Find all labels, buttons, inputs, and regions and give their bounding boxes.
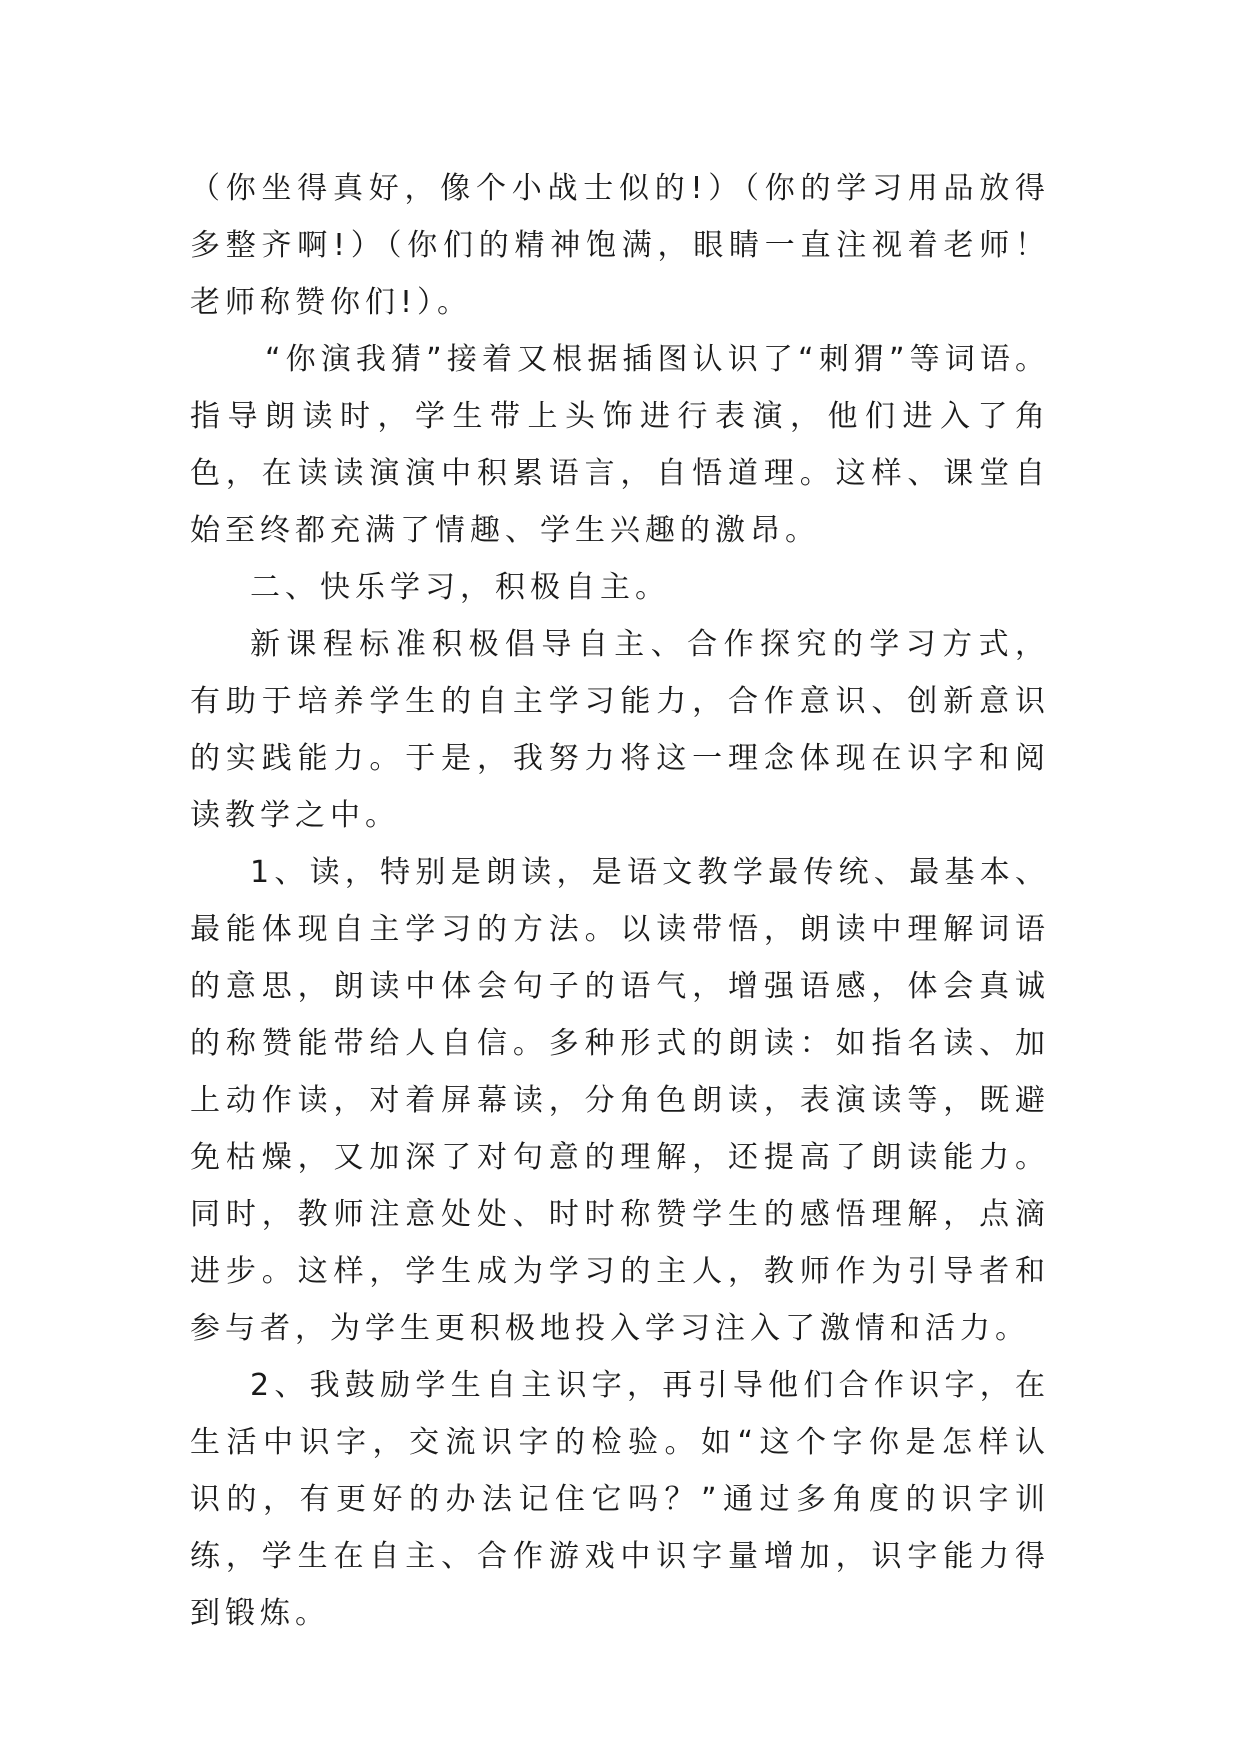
- paragraph-praise-quotes: （你坐得真好，像个小战士似的!）（你的学习用品放得多整齐啊!）（你们的精神饱满，眼睛一直注视着老师！老师称赞你们!）。: [190, 171, 1050, 320]
- paragraph-self-literacy: 2、我鼓励学生自主识字，再引导他们合作识字，在生活中识字，交流识字的检验。如“这个字你是怎样认识的，有更好的办法记住它吗？”通过多角度的识字训练，学生在自主、合作游戏中识字量增加，识字能力得到锻炼。: [190, 1368, 1050, 1631]
- paragraph-new-curriculum: 新课程标准积极倡导自主、合作探究的学习方式，有助于培养学生的自主学习能力，合作意识、创新意识的实践能力。于是，我努力将这一理念体现在识字和阅读教学之中。: [190, 627, 1050, 833]
- paragraph-reading-method: 1、读，特别是朗读，是语文教学最传统、最基本、最能体现自主学习的方法。以读带悟，朗读中理解词语的意思，朗读中体会句子的语气，增强语感，体会真诚的称赞能带给人自信。多种形式的朗读：如指名读、加上动作读，对着屏幕读，分角色朗读，表演读等，既避免枯燥，又加深了对句意的理解，还提高了朗读能力。同时，教师注意处处、时时称赞学生的感悟理解，点滴进步。这样，学生成为学习的主人，教师作为引导者和参与者，为学生更积极地投入学习注入了激情和活力。: [190, 855, 1050, 1346]
- document-body: [190, 160, 1050, 1642]
- paragraph-act-and-guess: “你演我猜”接着又根据插图认识了“刺猬”等词语。指导朗读时，学生带上头饰进行表演，他们进入了角色，在读读演演中积累语言，自悟道理。这样、课堂自始至终都充满了情趣、学生兴趣的激昂。: [190, 342, 1050, 548]
- section-heading-happy-learning: 二、快乐学习，积极自主。: [250, 570, 670, 605]
